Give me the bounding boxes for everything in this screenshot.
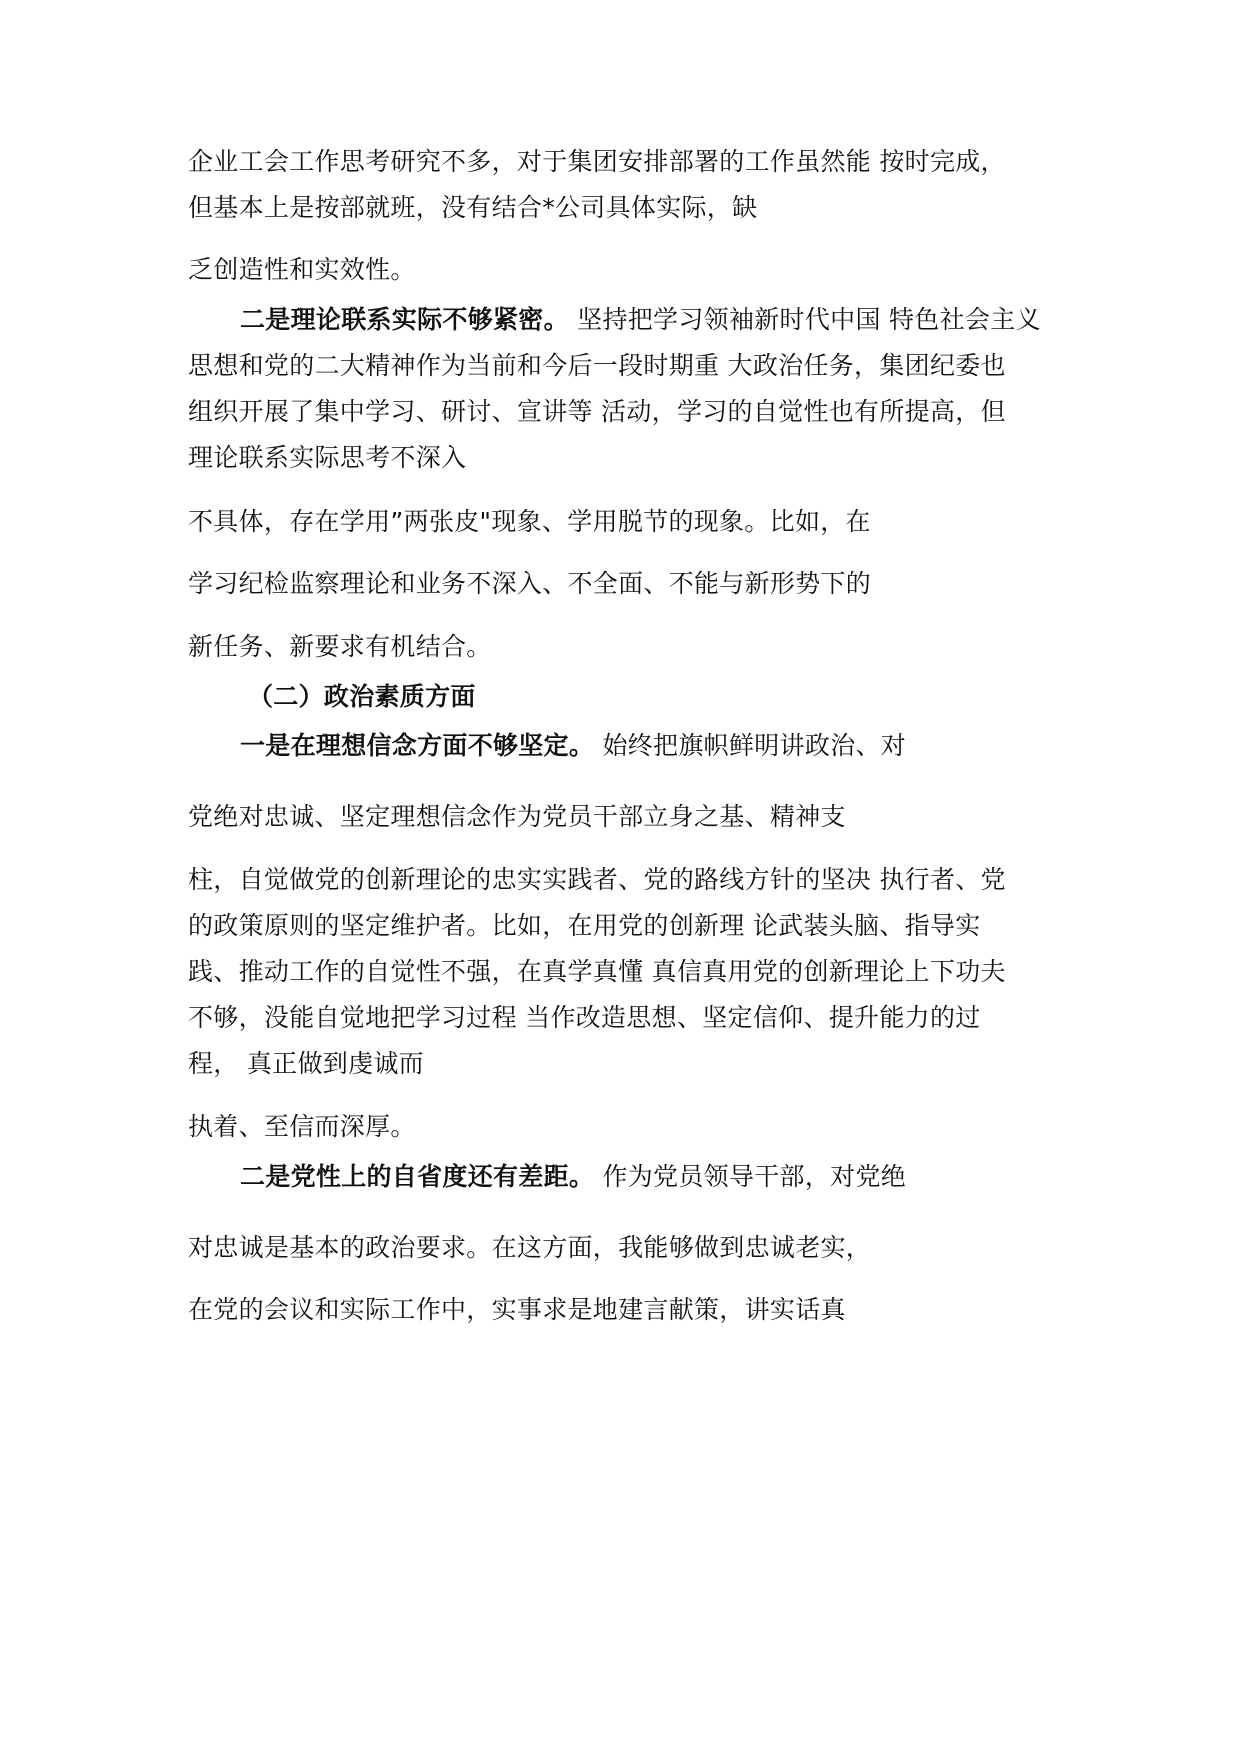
body-line: 不具体，存在学用”两张皮"现象、学用脱节的现象。比如，在 [188,507,871,536]
section-heading: （二）政治素质方面 [248,682,476,711]
body-line: 思想和党的二大精神作为当前和今后一段时期重 大政治任务，集团纪委也 [188,351,1006,380]
paragraph-heading: 二是理论联系实际不够紧密。 [240,305,569,334]
paragraph-ideal-first-line [240,729,906,763]
paragraph-theory-first-line [240,303,1041,337]
body-line: 程， 真正做到虔诚而 [188,1049,424,1078]
paragraph-party-first-line [240,1160,906,1194]
body-line: 柱，自觉做党的创新理论的忠实实践者、党的路线方针的坚决 执行者、党 [188,865,1006,894]
body-line: 对忠诚是基本的政治要求。在这方面，我能够做到忠诚老实， [188,1233,872,1262]
paragraph-text: 坚持把学习领袖新时代中国 特色社会主义 [577,305,1041,334]
body-line: 不够，没能自觉地把学习过程 当作改造思想、坚定信仰、提升能力的过 [188,1003,981,1032]
body-line: 学习纪检监察理论和业务不深入、不全面、不能与新形势下的 [188,569,872,598]
paragraph-text: 始终把旗帜鲜明讲政治、对 [602,731,907,760]
body-line: 乏创造性和实效性。 [188,255,416,284]
body-line: 践、推动工作的自觉性不强，在真学真懂 真信真用党的创新理论上下功夫 [188,957,1006,986]
body-line: 的政策原则的坚定维护者。比如，在用党的创新理 论武装头脑、指导实 [188,911,981,940]
body-line: 在党的会议和实际工作中，实事求是地建言献策，讲实话真 [188,1295,846,1324]
body-line: 党绝对忠诚、坚定理想信念作为党员干部立身之基、精神支 [188,802,846,831]
body-line: 新任务、新要求有机结合。 [188,632,492,661]
body-line: 执着、至信而深厚。 [188,1112,416,1141]
paragraph-heading: 二是党性上的自省度还有差距。 [240,1162,595,1191]
body-line: 企业工会工作思考研究不多，对于集团安排部署的工作虽然能 按时完成， [188,147,1006,176]
body-line: 但基本上是按部就班，没有结合*公司具体实际，缺 [188,193,758,222]
paragraph-heading: 一是在理想信念方面不够坚定。 [240,731,595,760]
body-line: 理论联系实际思考不深入 [188,443,467,472]
body-line: 组织开展了集中学习、研讨、宣讲等 活动，学习的自觉性也有所提高，但 [188,397,1006,426]
paragraph-text: 作为党员领导干部，对党绝 [602,1162,907,1191]
